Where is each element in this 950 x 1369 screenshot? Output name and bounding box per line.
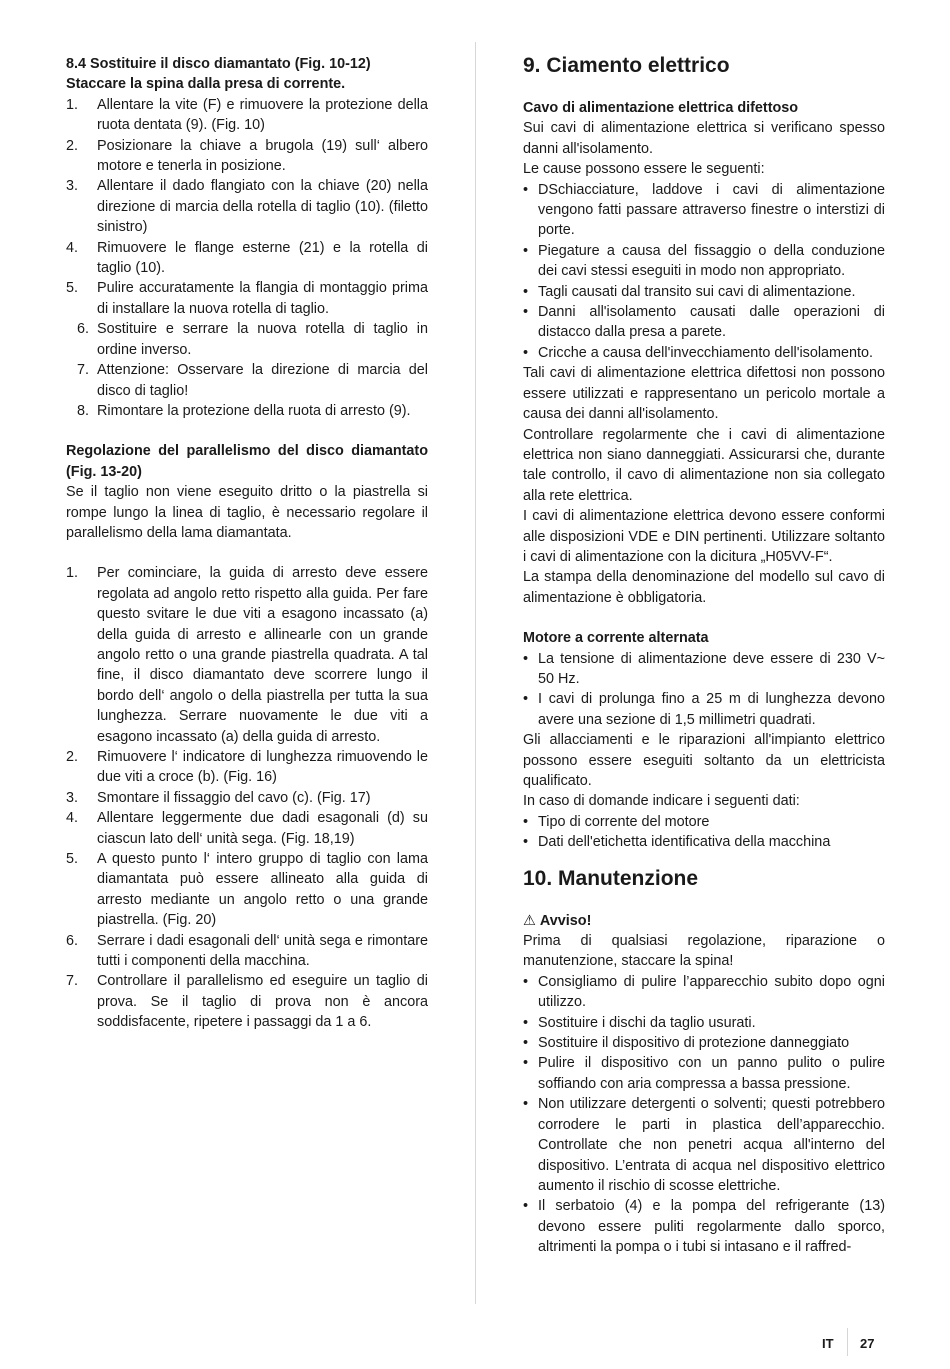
warning-icon: ⚠ bbox=[523, 912, 536, 929]
step-text: Posizionare la chiave a brugola (19) sull‘ albero motore e tenerla in posizione. bbox=[97, 137, 428, 175]
bullet: • bbox=[523, 1055, 529, 1072]
step-number: 5. bbox=[66, 851, 79, 868]
list-item bbox=[66, 931, 428, 972]
list-item bbox=[66, 849, 428, 931]
list-item bbox=[66, 808, 428, 849]
step-text: Rimuovere l‘ indicatore di lunghezza rimuovendo le due viti a croce (b). (Fig. 16) bbox=[97, 749, 428, 786]
bullet: • bbox=[523, 1198, 529, 1215]
list-item-text: Sostituire il dispositivo di protezione danneggiato bbox=[538, 1035, 850, 1052]
disc-replacement-steps bbox=[66, 95, 428, 319]
step-number: 1. bbox=[66, 96, 79, 113]
step-number: 6. bbox=[77, 321, 90, 338]
list-item bbox=[523, 812, 885, 832]
footer-divider bbox=[847, 1328, 848, 1356]
step-text: Attenzione: Osservare la direzione di marcia del disco di taglio! bbox=[97, 362, 428, 399]
list-item-text: I cavi di prolunga fino a 25 m di lunghezza devono avere una sezione di 1,5 millimetri quadrati. bbox=[538, 691, 885, 728]
parallelism-title: Regolazione del parallelismo del disco diamantato (Fig. 13-20) bbox=[66, 443, 428, 480]
step-number: 4. bbox=[66, 810, 79, 827]
step-text: Sostituire e serrare la nuova rotella di taglio in ordine inverso. bbox=[97, 321, 428, 358]
motor-data-list bbox=[523, 812, 885, 853]
maintenance-list bbox=[523, 972, 885, 1258]
bullet: • bbox=[523, 1014, 529, 1031]
warning-heading bbox=[523, 911, 885, 931]
step-text: Pulire accuratamente la flangia di montaggio prima di installare la nuova rotella di taglio. bbox=[97, 280, 428, 317]
motor-paragraph-2: In caso di domande indicare i seguenti dati: bbox=[523, 793, 800, 810]
motor-paragraph-1: Gli allacciamenti e le riparazioni all'impianto elettrico possono essere eseguiti soltanto da un elettricista qualificato. bbox=[523, 732, 885, 789]
cable-paragraph-1: Tali cavi di alimentazione elettrica difettosi non possono essere utilizzati e rappresentano un pericolo mortale a causa dei danni all'isolamento. bbox=[523, 365, 885, 423]
list-item bbox=[523, 832, 885, 852]
list-item bbox=[66, 788, 428, 808]
bullet: • bbox=[523, 1096, 529, 1113]
list-item bbox=[523, 1094, 885, 1196]
step-number: 3. bbox=[66, 789, 79, 806]
bullet: • bbox=[523, 242, 529, 259]
list-item bbox=[523, 972, 885, 1013]
list-item-text: Non utilizzare detergenti o solventi; questi potrebbero corrodere le parti in plastica dell’apparecchio. Controllate che non penetri acqua all'interno del dispositivo. L’entrata di acqua nel dispositivo elettrico aumento il rischio di scosse elettriche. bbox=[538, 1096, 885, 1194]
step-number: 6. bbox=[66, 932, 79, 949]
disc-replacement-steps-continued bbox=[66, 319, 428, 421]
cable-causes-list bbox=[523, 180, 885, 364]
motor-title: Motore a corrente alternata bbox=[523, 630, 709, 647]
step-number: 7. bbox=[77, 362, 90, 379]
list-item-text: Piegature a causa del fissaggio o della conduzione dei cavi stessi eseguiti in modo non appropriato. bbox=[538, 242, 885, 280]
parallelism-intro: Se il taglio non viene eseguito dritto o la piastrella si rompe lungo la linea di taglio, è necessario regolare il parallelismo della lama diamantata. bbox=[66, 484, 428, 541]
list-item bbox=[66, 971, 428, 1032]
step-text: Serrare i dadi esagonali dell‘ unità sega e rimontare tutti i componenti della macchina. bbox=[97, 932, 428, 970]
list-item bbox=[66, 360, 428, 401]
footer-language: IT bbox=[822, 1336, 834, 1351]
parallelism-steps bbox=[66, 563, 428, 1032]
cable-paragraph-3: I cavi di alimentazione elettrica devono essere conformi alle disposizioni VDE e DIN pertinenti. Utilizzare soltanto i cavi di alimentazione con la dicitura „H05VV-F“. bbox=[523, 508, 885, 565]
section-8-4-title: 8.4 Sostituire il disco diamantato (Fig. 10-12) bbox=[66, 56, 371, 72]
list-item bbox=[523, 180, 885, 241]
list-item bbox=[523, 689, 885, 730]
bullet: • bbox=[523, 650, 529, 667]
bullet: • bbox=[523, 973, 529, 990]
list-item bbox=[66, 319, 428, 360]
cable-paragraph-4: La stampa della denominazione del modello sul cavo di alimentazione è obbligatoria. bbox=[523, 569, 885, 606]
list-item bbox=[66, 176, 428, 237]
step-number: 2. bbox=[66, 137, 79, 154]
list-item bbox=[523, 1033, 885, 1053]
bullet: • bbox=[523, 691, 529, 708]
step-number: 8. bbox=[77, 402, 90, 419]
step-text: Rimontare la protezione della ruota di arresto (9). bbox=[97, 402, 411, 419]
step-number: 3. bbox=[66, 178, 79, 195]
list-item-text: Cricche a causa dell'invecchiamento dell'isolamento. bbox=[538, 344, 874, 361]
list-item bbox=[66, 136, 428, 177]
list-item bbox=[523, 1053, 885, 1094]
list-item-text: Il serbatoio (4) e la pompa del refrigerante (13) devono essere puliti regolarmente dallo sporco, altrimenti la pompa o i tubi si intasano e il raffred- bbox=[538, 1198, 885, 1256]
cable-paragraph-2: Controllare regolarmente che i cavi di alimentazione elettrica non siano danneggiati. Assicurarsi che, durante tale controllo, il cavo di alimentazione non sia collegato alla rete elettrica. bbox=[523, 426, 885, 504]
list-item-text: Dati dell'etichetta identificativa della macchina bbox=[538, 834, 831, 851]
bullet: • bbox=[523, 834, 529, 851]
right-column bbox=[523, 54, 885, 1258]
bullet: • bbox=[523, 344, 529, 361]
left-column bbox=[66, 54, 428, 1033]
list-item-text: Danni all'isolamento causati dalle operazioni di distacco dalla presa a parete. bbox=[538, 304, 885, 341]
list-item-text: Consigliamo di pulire l’apparecchio subito dopo ogni utilizzo. bbox=[538, 973, 885, 1011]
list-item bbox=[523, 1196, 885, 1257]
list-item-text: Pulire il dispositivo con un panno pulito o pulire soffiando con aria compressa a bassa pressione. bbox=[538, 1055, 885, 1092]
list-item-text: La tensione di alimentazione deve essere di 230 V~ 50 Hz. bbox=[538, 650, 885, 687]
list-item bbox=[523, 649, 885, 690]
cable-intro: Sui cavi di alimentazione elettrica si verificano spesso danni all'isolamento. bbox=[523, 120, 885, 157]
list-item bbox=[66, 563, 428, 747]
warning-text: Prima di qualsiasi regolazione, riparazione o manutenzione, staccare la spina! bbox=[523, 933, 885, 970]
step-text: Controllare il parallelismo ed eseguire un taglio di prova. Se il taglio di prova non è ancora soddisfacente, ripetere i passaggi da 1 a 6. bbox=[97, 973, 428, 1031]
column-divider bbox=[475, 42, 476, 1304]
list-item bbox=[523, 282, 885, 302]
page-number: 27 bbox=[860, 1336, 875, 1351]
list-item bbox=[66, 95, 428, 136]
step-number: 5. bbox=[66, 280, 79, 297]
bullet: • bbox=[523, 283, 529, 300]
step-number: 4. bbox=[66, 239, 79, 256]
motor-list bbox=[523, 649, 885, 731]
list-item bbox=[66, 278, 428, 319]
list-item-text: Tagli causati dal transito sui cavi di alimentazione. bbox=[538, 283, 856, 300]
section-10-title: 10. Manutenzione bbox=[523, 866, 699, 890]
step-text: A questo punto l‘ intero gruppo di taglio con lama diamantata può essere allineato alla guida di arresto mediante un angolo retto o una grande piastrella. (Fig. 20) bbox=[97, 851, 428, 929]
step-number: 2. bbox=[66, 749, 79, 765]
step-text: Allentare leggermente due dadi esagonali (d) su ciascun lato dell‘ unità sega. (Fig. 18,19) bbox=[97, 810, 428, 847]
section-8-4-subtitle: Staccare la spina dalla presa di corrente. bbox=[66, 76, 346, 93]
bullet: • bbox=[523, 304, 529, 321]
step-number: 1. bbox=[66, 565, 79, 582]
step-text: Allentare il dado flangiato con la chiave (20) nella direzione di marcia della rotella di taglio (10). (filetto sinistro) bbox=[97, 178, 428, 236]
list-item bbox=[523, 302, 885, 343]
bullet: • bbox=[523, 181, 529, 198]
warning-title: Avviso! bbox=[539, 912, 592, 929]
bullet: • bbox=[523, 1035, 529, 1052]
list-item bbox=[66, 401, 428, 421]
list-item-text: Tipo di corrente del motore bbox=[538, 813, 710, 830]
list-item bbox=[523, 241, 885, 282]
list-item-text: DSchiacciature, laddove i cavi di alimentazione vengono fatti passare attraverso finestre o interstizi di porte. bbox=[538, 181, 885, 239]
list-item bbox=[523, 343, 885, 363]
bullet: • bbox=[523, 813, 529, 830]
cable-defect-title: Cavo di alimentazione elettrica difettoso bbox=[523, 100, 799, 116]
list-item bbox=[66, 747, 428, 788]
step-number: 7. bbox=[66, 973, 79, 990]
step-text: Per cominciare, la guida di arresto deve essere regolata ad angolo retto rispetto alla guida. Per fare questo svitare le due viti a esagono incassato (a) della guida di arresto e allinearle con un grande angolo retto o una grande piastrella quadrata. A tal fine, il disco diamantato deve scorrere lungo il bordo dell‘ angolo o della piastrella per tutta la sua lunghezza. Serrare nuovamente le due viti a esagono incassato (a) della guida di arresto. bbox=[97, 565, 428, 745]
step-text: Rimuovere le flange esterne (21) e la rotella di taglio (10). bbox=[97, 239, 428, 277]
section-9-title: 9. Ciamento elettrico bbox=[523, 54, 730, 77]
step-text: Smontare il fissaggio del cavo (c). (Fig. 17) bbox=[97, 789, 371, 806]
cable-causes-intro: Le cause possono essere le seguenti: bbox=[523, 161, 765, 178]
list-item bbox=[66, 238, 428, 279]
step-text: Allentare la vite (F) e rimuovere la protezione della ruota dentata (9). (Fig. 10) bbox=[97, 96, 428, 134]
list-item bbox=[523, 1013, 885, 1033]
list-item-text: Sostituire i dischi da taglio usurati. bbox=[538, 1014, 756, 1031]
